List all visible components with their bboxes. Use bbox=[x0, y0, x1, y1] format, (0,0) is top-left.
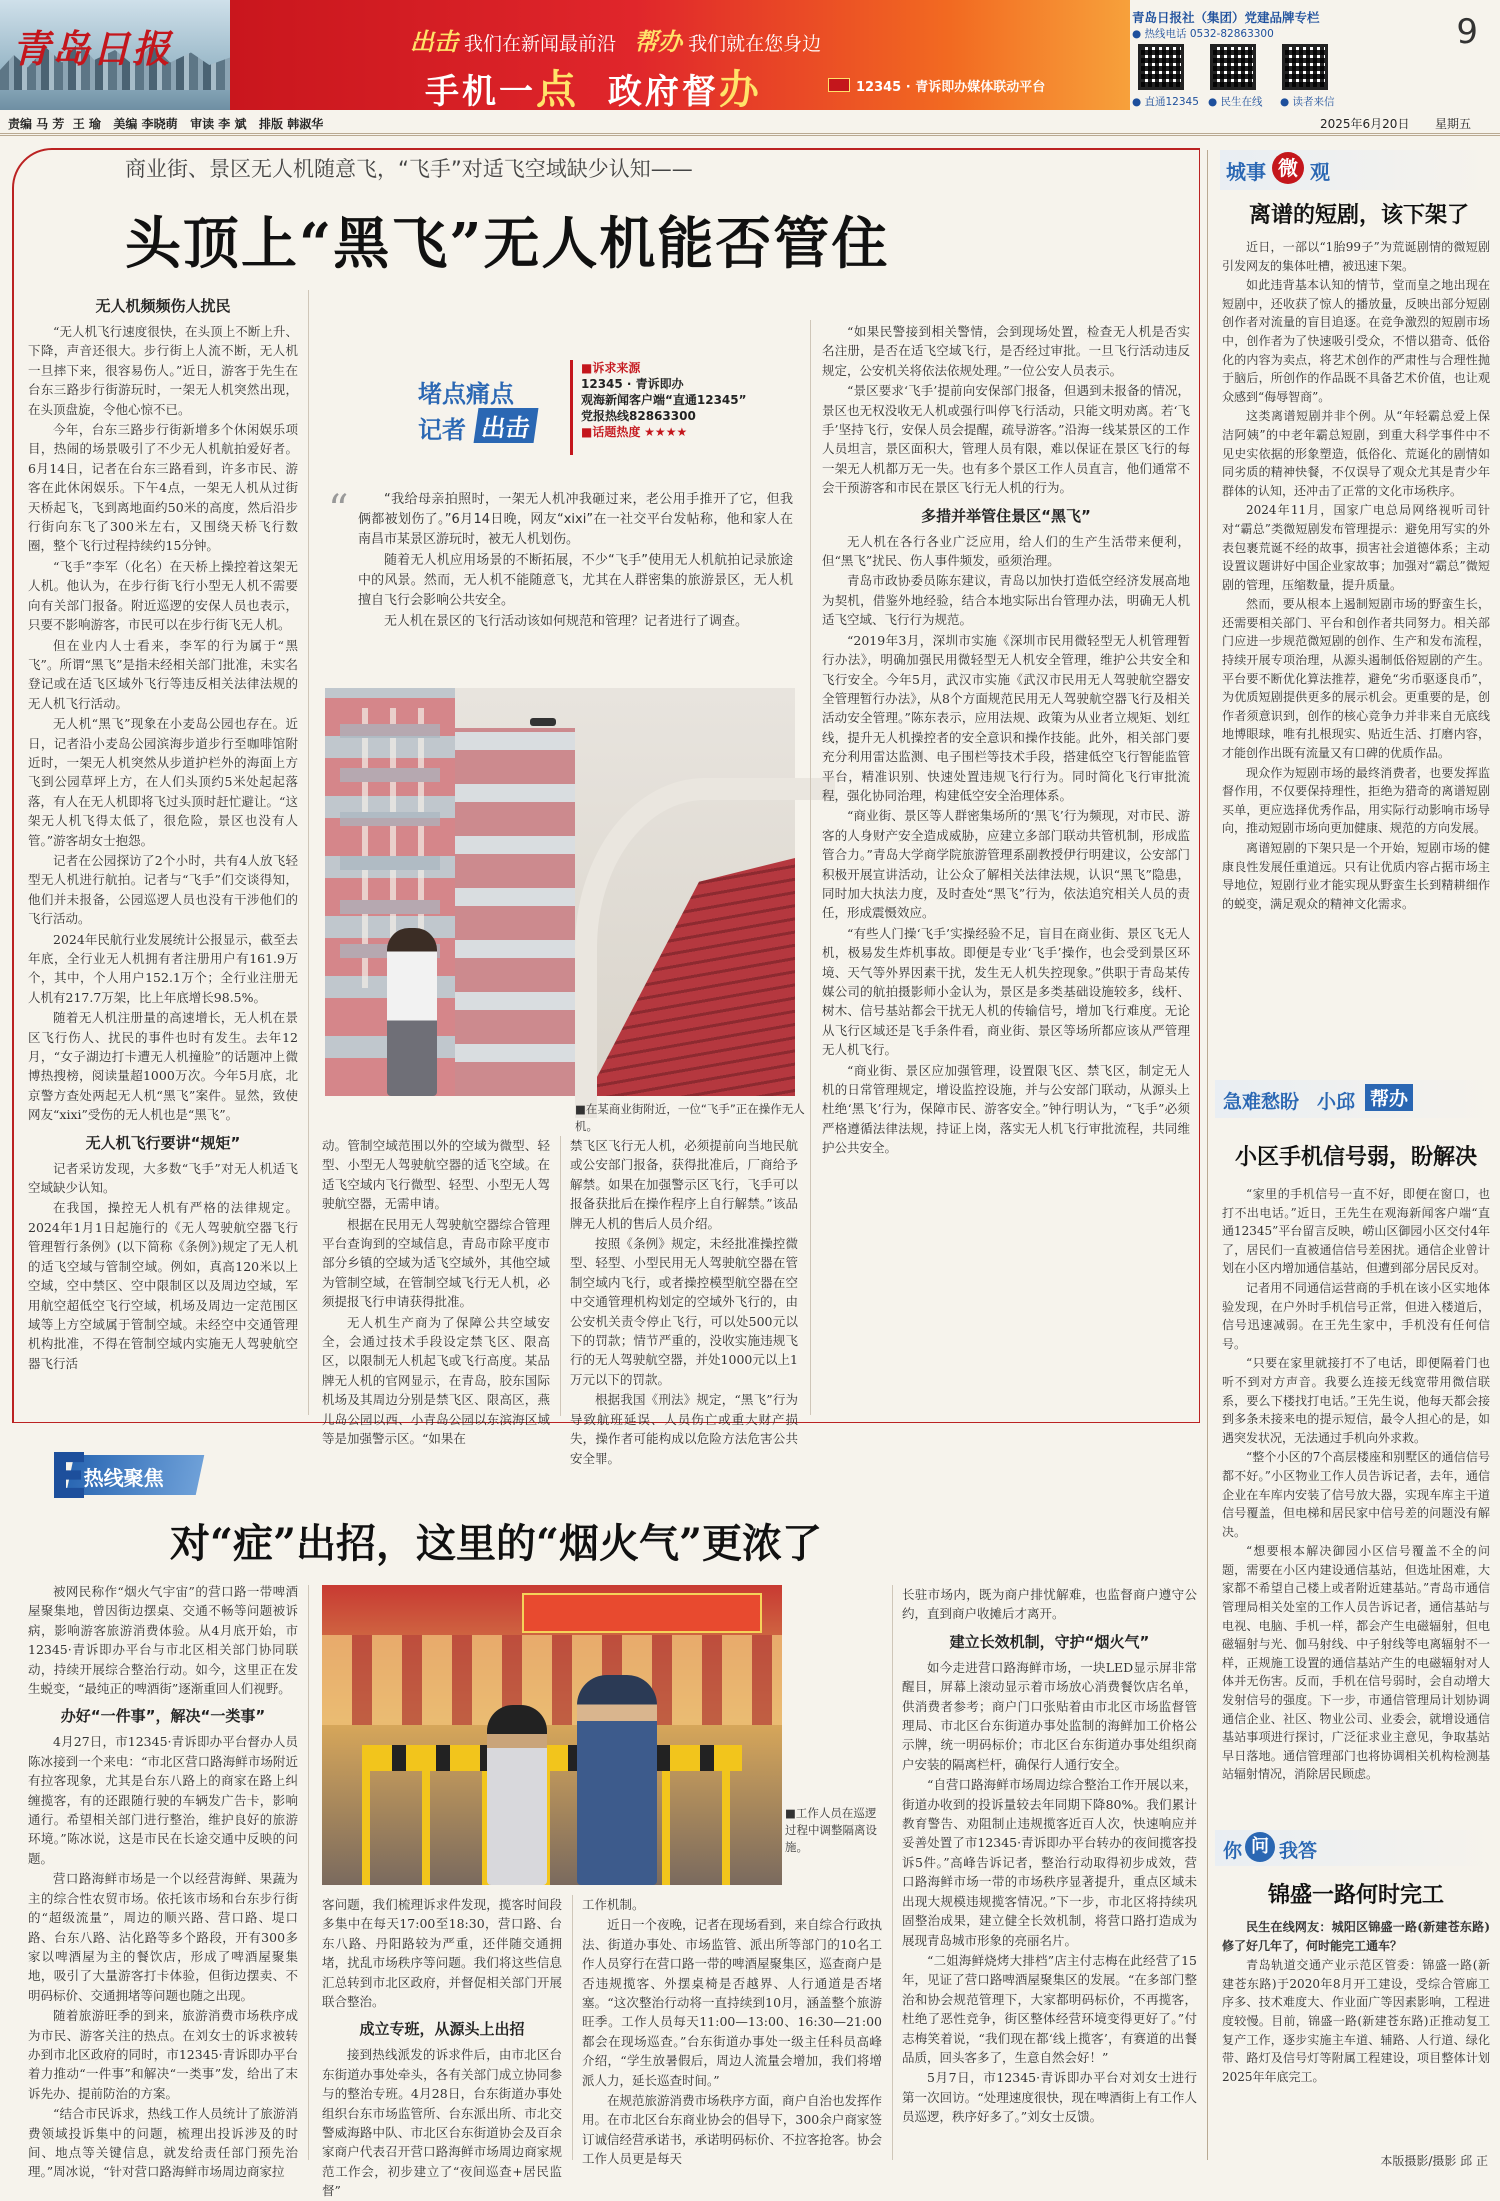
paragraph: “自营口路海鲜市场周边综合整治工作开展以来，街道办收到的投诉量较去年同期下降80%。我们累计教育警告、劝阻制止违规揽客近百人次，快速响应并妥善处置了市12345·青诉即办平台转办的夜间揽客投诉5件。”高峰告诉记者，整治行动取得初步成效，营口路海鲜市场一带的市场秩序显著提升，重点区域未出现大规模违规揽客情况。”下一步，市北区将持续巩固整治成果，建立健全长效机制，将营口路打造成为展现青岛城市形象的亮丽名片。 bbox=[902, 1777, 1197, 1948]
story1-headline: 头顶上“黑飞”无人机能否管住 bbox=[125, 211, 890, 277]
paragraph: 今年，台东三路步行街新增多个休闲娱乐项目，热闹的场景吸引了不少无人机航拍爱好者。6月14日，记者在台东三路看到，许多市民、游客在此休闲娱乐。下午4点，一架无人机从过街天桥起飞，飞到离地面约50米的高度，然后沿步行街向东飞了300米左右，又围绕天桥飞行数圈，整个飞行过程持续约15分钟。 bbox=[28, 422, 298, 554]
badge-text-jizhe: 记者 bbox=[418, 416, 466, 444]
section-label-chengshi: 城事 bbox=[1226, 160, 1266, 184]
story2-subhead-3: 建立长效机制，守护“烟火气” bbox=[949, 1632, 1150, 1651]
badge-text-chuji: 出击 bbox=[474, 408, 539, 443]
story2-column-3 bbox=[582, 1895, 883, 2167]
paragraph: 在我国，操控无人机有严格的法律规定。2024年1月1日起施行的《无人驾驶航空器飞行管理暂行条例》(以下简称《条例》)规定了无人机的适飞空域与管制空域。例如，真高120米以上空域，空中禁区、空中限制区以及周边空域，军用航空超低空飞行空域，机场及周边一定范围区域等上方空域属于管制空域。未经空中交通管理机构批准，不得在管制空域内实施无人驾驶航空器飞行活 bbox=[28, 1200, 298, 1371]
section-label-bangban: 帮办 bbox=[1365, 1084, 1413, 1111]
flag-icon bbox=[828, 78, 850, 92]
sidebar-title-1: 离谱的短剧，该下架了 bbox=[1248, 203, 1469, 228]
paragraph: 随着旅游旺季的到来，旅游消费市场秩序成为市民、游客关注的热点。在刘女士的诉求被转办到市北区政府的同时，市12345·青诉即办平台着力推动“一件事”和解决“一类事”发，给出了末诉先办、提前防治的方案。 bbox=[28, 2008, 298, 2101]
paragraph: 禁飞区飞行无人机，必须提前向当地民航或公安部门报备，获得批准后，厂商给予解禁。如果在加强警示区飞行，飞手可以报备获批后在操作程序上自行解禁。”该品牌无人机的售后人员介绍。 bbox=[570, 1138, 798, 1231]
paragraph: 4月27日，市12345·青诉即办平台督办人员陈冰接到一个来电：“市北区营口路海鲜市场附近有拉客现象，尤其是台东八路上的商家在路上纠缠揽客，有的还跟随行驶的车辆发广告卡，影响通行。希望相关部门进行整治，维护良好的旅游环境。”陈冰说，这是市民在长途交通中反映的问题。 bbox=[28, 1734, 298, 1866]
question-paragraph: 民生在线网友：城阳区锦盛一路(新建苍东路)修了好几年了，何时能完工通车？ bbox=[1222, 1920, 1490, 1953]
paragraph: 营口路海鲜市场是一个以经营海鲜、果蔬为主的综合性农贸市场。依托该市场和台东步行街的“超级流量”，周边的顺兴路、营口路、堤口路、台东八路、沾化路等多个路段，开有300多家以啤酒屋为主的餐饮店，形成了啤酒屋聚集地，吸引了大量游客打卡体验，但街边摆卖、不明码标价、交通拥堵等问题也随之出现。 bbox=[28, 1871, 298, 2003]
paragraph: 这类离谱短剧并非个例。从“年轻霸总爱上保洁阿姨”的中老年霸总短剧，到重大科学事件中不见史实依据的形象塑造，低俗化、荒诞化的剧情如同劣质的精神快餐，不仅误导了观众尤其是青少年群体的认知，还冲击了正常的文化市场秩序。 bbox=[1222, 409, 1490, 498]
qr-code-zhitong bbox=[1138, 44, 1184, 90]
paragraph: “有些人门操‘飞手’实操经验不足，盲目在商业街、景区飞无人机，极易发生炸机事故。即便是专业‘飞手’操作，也会受到景区环境、天气等外界因素干扰，发生无人机失控现象。”供职于青岛某传媒公司的航拍摄影师小金认为，景区是多类基础设施较多，线杆、树木、信号基站都会干扰无人机的传输信号，增加飞行难度。无论从飞行区域还是飞手条件看，商业街、景区等场所都应该从严管理无人机飞行。 bbox=[822, 925, 1190, 1058]
hotline-text: ● 热线电话 0532-82863300 bbox=[1132, 28, 1274, 40]
paragraph: “只要在家里就接打不了电话，即便隔着门也听不到对方声音。我要么连接无线宽带用微信联系，要么下楼找打电话。”王先生说，他每天都会接到多条未接来电的提示短信，最令人担心的是，如遇突发状况，无法通过手机向外求救。 bbox=[1222, 1356, 1490, 1445]
paragraph: “商业街、景区应加强管理，设置限飞区、禁飞区，制定无人机的日常管理规定，增设监控设施，并与公安部门联动，从源头上杜绝‘黑飞’行为，保障市民、游客安全。”钟行明认为，“飞手”必须严格遵循法律法规，持证上岗，落实无人机飞行审批流程，共同维护公共安全。 bbox=[822, 1062, 1190, 1156]
paragraph: “结合市民诉求，热线工作人员统计了旅游消费领域投诉集中的问题，梳理出投诉涉及的时间、地点等关键信息，就发给责任部门预先治理。”周冰说，“针对营口路海鲜市场周边商家拉 bbox=[28, 2106, 298, 2180]
drone-icon bbox=[530, 718, 556, 726]
paragraph: 如此违背基本认知的情节，堂而皇之地出现在短剧中，还收获了惊人的播放量，反映出部分短剧创作者对流量的盲目追逐。在竞争激烈的短剧市场中，创作者为了快速吸引受众，不惜以猎奇、低俗化的内容为卖点，将艺术创作的严肃性与合理性抛于脑后，所创作的作品既不具备艺术价值，也让观众感到“侮辱智商”。 bbox=[1222, 278, 1490, 404]
paragraph: “飞手”李军（化名）在天桥上操控着这架无人机。他认为，在步行街飞行小型无人机不需要向有关部门报备。附近巡逻的安保人员也表示，只要不影响游客，市民可以在步行街飞无人机。 bbox=[28, 558, 298, 633]
paragraph: 长驻市场内，既为商户排忧解难，也监督商户遵守公约，直到商户收摊后才离开。 bbox=[902, 1587, 1197, 1622]
heat-stars: ★★★★ bbox=[644, 425, 688, 439]
story2-subhead-1: 办好“一件事”，解决“一类事” bbox=[60, 1707, 266, 1726]
person-silhouette bbox=[387, 928, 437, 1096]
intro-paragraph: “我给母亲拍照时，一架无人机冲我砸过来，老公用手推开了它，但我俩都被划伤了。”6月14日晚，网友“xixi”在一社交平台发帖称，他和家人在南昌市某景区游玩时，被无人机划伤。 bbox=[358, 492, 793, 547]
banner-gov: 政府督 bbox=[607, 72, 719, 112]
paragraph: 按照《条例》规定，未经批准操控微型、轻型、小型民用无人驾驶航空器在管制空域内飞行，或者操控模型航空器在空中交通管理机构划定的空域外飞行的，由公安机关责令停止飞行，可以处500元以下的罚款；情节严重的，没收实施违规飞行的无人驾驶航空器，并处1000元以上1万元以下的罚款。 bbox=[570, 1236, 798, 1387]
drone-operator-photo bbox=[325, 688, 795, 1096]
paragraph: 离谱短剧的下架只是一个开始，短剧市场的健康良性发展任重道远。只有让优质内容占据市场主导地位，短剧行业才能实现从野蛮生长到精耕细作的蜕变，满足观众的精神文化需求。 bbox=[1222, 841, 1490, 911]
issue-date: 2025年6月20日 bbox=[1320, 117, 1410, 131]
section-tag-rexian bbox=[66, 1455, 205, 1495]
paragraph: “无人机飞行速度很快，在头顶上不断上升、下降，声音还很大。步行街上人流不断，无人机一旦摔下来，很容易伤人。”近日，游客于先生在台东三路步行街游玩时，一架无人机突然出现，在头顶盘旋，令他心惊不已。 bbox=[28, 324, 298, 417]
qr-code-minsheng bbox=[1210, 44, 1256, 90]
section-label-wei: 微 bbox=[1272, 152, 1304, 184]
paragraph: 无人机“黑飞”现象在小麦岛公园也存在。近日，记者沿小麦岛公园滨海步道步行至咖啡馆附近时，一架无人机突然从步道护栏外的海面上方飞到公园草坪上方，在人们头顶约5米处起起落落，有人在无人机即将飞过头顶时赶忙避让。“这架无人机飞得太低了，很危险，景区也没有人管。”游客胡女士抱怨。 bbox=[28, 716, 298, 848]
credits-bar bbox=[0, 112, 1500, 136]
banner-dot: 点 bbox=[536, 67, 579, 113]
source-line: 12345 · 青诉即办 bbox=[581, 377, 684, 391]
drone-photo-caption: ■在某商业街附近，一位“飞手”正在操作无人机。 bbox=[575, 1102, 805, 1133]
section-header-xiaoqiu bbox=[1215, 1080, 1495, 1118]
paragraph: 如今走进营口路海鲜市场，一块LED显示屏非常醒目，屏幕上滚动显示着市场放心消费餐饮店名单，供消费者参考；商户门口张贴着由市北区市场监督管理局、市北区台东街道办事处监制的海鲜加工价格公示牌，统一明码标价；市北区台东街道办事处组织商户安装的隔离栏杆，确保行人通行安全。 bbox=[902, 1659, 1197, 1772]
paragraph: 青岛市政协委员陈东建议，青岛以加快打造低空经济发展高地为契机，借鉴外地经验，结合本地实际出台管理办法，明确无人机适飞空域、飞行行为规范。 bbox=[822, 573, 1190, 628]
masthead-logo-block bbox=[0, 0, 230, 110]
story1-column-3 bbox=[570, 1136, 798, 1466]
paragraph: 动。管制空域范围以外的空域为微型、轻型、小型无人驾驶航空器的适飞空域。在适飞空域内飞行微型、轻型、小型无人驾驶航空器，无需申请。 bbox=[322, 1138, 550, 1212]
market-patrol-photo bbox=[322, 1585, 782, 1885]
paragraph: 记者在公园探访了2个小时，共有4人放飞轻型无人机进行航拍。记者与“飞手”们交谈得知，他们并未报备，公园巡逻人员也没有干涉他们的飞行活动。 bbox=[28, 852, 298, 927]
column-divider bbox=[572, 1895, 573, 2160]
column-divider bbox=[892, 1585, 893, 2160]
masthead bbox=[0, 0, 1500, 113]
source-box bbox=[570, 360, 760, 455]
paragraph: 记者用不同通信运营商的手机在该小区实地体验发现，在户外时手机信号正常，但进入楼道后，信号迅速减弱。在王先生家中，手机没有任何信号。 bbox=[1222, 1280, 1490, 1351]
paragraph: 工作机制。 bbox=[582, 1897, 645, 1912]
shop-interior bbox=[322, 1635, 782, 1725]
column-divider bbox=[308, 290, 309, 1415]
story1-subhead-3: 多措并举管住景区“黑飞” bbox=[921, 506, 1091, 525]
banner-word-chuji: 出击 bbox=[410, 28, 458, 56]
story2-headline: 对“症”出招，这里的“烟火气”更浓了 bbox=[170, 1520, 823, 1567]
paragraph: 被网民称作“烟火气宇宙”的营口路一带啤酒屋聚集地，曾因街边摆桌、交通不畅等问题被诉病，影响游客旅游消费体验。从4月底开始，市12345·青诉即办平台与市北区相关部门协同联动，持续开展综合整治行动。如今，这里正在发生蜕变，“最纯正的啤酒街”逐渐重回人们视野。 bbox=[28, 1584, 298, 1697]
sidebar-article-1 bbox=[1222, 238, 1490, 1058]
paragraph: 记者采访发现，大多数“飞手”对无人机适飞空域缺少认知。 bbox=[28, 1160, 298, 1196]
footer-credit: 本版摄影/摄影 邱 正 bbox=[1380, 2154, 1488, 2168]
story1-column-2 bbox=[322, 1136, 550, 1447]
section-tag-label: 热线聚焦 bbox=[83, 1466, 164, 1490]
paragraph: “如果民警接到相关警情，会到现场处置，检查无人机是否实名注册，是否在适飞空域飞行，是否经过审批。一旦飞行活动违反规定，公安机关将依法依规处理。”一位公安人员表示。 bbox=[822, 324, 1190, 378]
sidebar-article-2 bbox=[1222, 1185, 1490, 1805]
paragraph: “家里的手机信号一直不好，即便在窗口，也打不出电话。”近日，王先生在观海新闻客户端“直通12345”平台留言反映，崂山区御园小区交付4年了，居民们一直被通信信号差困扰。通信企业曾计划在小区内增加通信基站，但遭到部分居民反对。 bbox=[1222, 1187, 1490, 1276]
badge-text-dudian: 堵点痛点 bbox=[418, 380, 514, 408]
section-label-xiaoqiu: 小邱 bbox=[1317, 1091, 1356, 1113]
source-label: ■诉求来源 bbox=[581, 361, 641, 375]
section-label-woda: 我答 bbox=[1279, 1840, 1318, 1862]
paragraph: 无人机在各行各业广泛应用，给人们的生产生活带来便利，但“黑飞”扰民、伤人事件频发，亟须治理。 bbox=[822, 533, 1190, 569]
banner-slogan-2: 我们就在您身边 bbox=[688, 33, 822, 55]
column-brand-title: 青岛日报社（集团）党建品牌专栏 bbox=[1132, 10, 1320, 25]
column-divider bbox=[308, 1585, 309, 2160]
column-divider bbox=[560, 1136, 561, 1416]
sidebar-divider bbox=[1207, 150, 1208, 2160]
masthead-right bbox=[1130, 0, 1500, 110]
source-line: 观海新闻客户端“直通12345” bbox=[581, 393, 747, 407]
paragraph: 近日一个夜晚，记者在现场看到，来自综合行政执法、街道办事处、市场监管、派出所等部门的10名工作人员穿行在营口路一带的啤酒屋聚集区，巡查商户是否违规揽客、外摆桌椅是否越界、人行通道是否堵塞。“这次整治行动将一直持续到10月，涵盖整个旅游旺季。工作人员每天11:00—13:00、16:30—21:00都会在现场巡查。”台东街道办事处一级主任科员高峰介绍，“学生放暑假后，周边人流量会增加，我们将增派人力，延长巡查时间。” bbox=[582, 1917, 883, 2088]
section-header-chengshi bbox=[1220, 150, 1490, 190]
paragraph: “景区要求‘飞手’提前向安保部门报备，但遇到未报备的情况，景区也无权没收无人机或强行叫停飞行活动，只能文明劝离。若‘飞手’坚持飞行，安保人员会提醒，疏导游客。”沿海一线某景区的工作人员坦言，景区面积大，管理人员有限，难以保证在景区飞行的每一架无人机都万无一失。也有多个景区工作人员直言，他们通常不会干预游客和市民在景区飞行无人机的行为。 bbox=[822, 383, 1190, 496]
column-divider bbox=[810, 320, 811, 1415]
paragraph: 然而，要从根本上遏制短剧市场的野蛮生长，还需要相关部门、平台和创作者共同努力。相关部门应进一步规范微短剧的创作、生产和发布流程，持续开展专项治理，从源头遏制低俗短剧的产生。平台要不断优化算法推荐，避免“劣币驱逐良币”，为优质短剧提供更多的展示机会。更重要的是，创作者须意识到，创作的核心竞争力并非来自无底线地博眼球，唯有扎根现实、贴近生活、打磨内容，才能创作出既有流量又有口碑的优质作品。 bbox=[1222, 597, 1490, 761]
story1-intro bbox=[358, 490, 793, 660]
qr-label-2: ● 民生在线 bbox=[1208, 96, 1263, 108]
shop-sign bbox=[522, 1593, 762, 1633]
paragraph: 现众作为短剧市场的最终消费者，也要发挥监督作用，不仅要保持理性，拒绝为猎奇的离谱短剧买单，更应选择优秀作品，用实际行动影响市场导向，推动短剧市场向更加健康、规范的方向发展。 bbox=[1222, 765, 1490, 836]
credits-editors: 责编 马 芳 王 瑜 美编 李晓萌 审读 李 斌 排版 韩淑华 bbox=[8, 117, 324, 131]
paragraph: “2019年3月，深圳市实施《深圳市民用微轻型无人机管理暂行办法》，明确加强民用微轻型无人机安全管理，维护公共安全和飞行安全。今年5月，武汉市实施《武汉市民用无人驾驶航空器安全管理暂行办法》，从8个方面规范民用无人驾驶航空器飞行及相关活动安全管理。”陈东表示，应用法规、政策为从业者立规矩、划红线，提升无人机操控者的安全意识和操作技能。此外，相关部门要充分利用雷达监测、电子围栏等技术手段，搭建低空飞行智能监管平台，精准识别、快速处置违规飞行行为。同时简化飞行审批流程，强化协同治理，构建低空安全治理体系。 bbox=[822, 632, 1190, 803]
barrier-legs bbox=[362, 1771, 742, 1885]
page-number: 9 bbox=[1456, 12, 1478, 52]
qr-code-duzhe bbox=[1282, 44, 1328, 90]
paragraph: 客问题，我们梳理诉求件发现，揽客时间段多集中在每天17:00至18:30，营口路、台东八路、丹阳路较为严重，还伴随交通拥堵，扰乱市场秩序等问题。我们将这些信息汇总转到市北区政府，并督促相关部门开展联合整治。 bbox=[322, 1897, 562, 2010]
intro-paragraph: 无人机在景区的飞行活动该如何规范和管理？记者进行了调查。 bbox=[384, 614, 749, 629]
story2-column-2 bbox=[322, 1895, 562, 2199]
paragraph: 2024年民航行业发展统计公报显示，截至去年底，全行业无人机拥有者注册用户有161.9万个，其中，个人用户152.1万个；全行业注册无人机有217.7万架，比上年底增长98.5%。 bbox=[28, 931, 298, 1005]
section-header-niwen bbox=[1215, 1830, 1495, 1866]
banner-slogan-1: 我们在新闻最前沿 bbox=[464, 33, 617, 55]
story1-column-4 bbox=[822, 322, 1190, 1420]
bridge-arc bbox=[575, 778, 835, 1118]
banner-ban: 办 bbox=[718, 67, 762, 113]
building-mid bbox=[455, 728, 575, 1096]
paragraph: 根据我国《刑法》规定，“黑飞”行为导致航班延误、人员伤亡或重大财产损失，操作者可能构成以危险方法危害公共安全罪。 bbox=[570, 1392, 798, 1466]
story1-kicker: 商业街、景区无人机随意飞，“飞手”对适飞空域缺少认知—— bbox=[125, 157, 693, 181]
banner-tag: 12345 · 青诉即办媒体联动平台 bbox=[856, 80, 1046, 95]
reporter-badge bbox=[400, 370, 570, 450]
market-photo-caption: ■工作人员在巡逻过程中调整隔离设施。 bbox=[785, 1806, 877, 1854]
sidebar-title-3: 锦盛一路何时完工 bbox=[1267, 1883, 1444, 1908]
paragraph: 但在业内人士看来，李军的行为属于“黑飞”。所谓“黑飞”是指未经相关部门批准，未实名登记或在适飞区域外飞行等违反相关法律法规的无人机飞行活动。 bbox=[28, 637, 298, 711]
story2-column-4 bbox=[902, 1585, 1197, 2163]
source-line: 党报热线82863300 bbox=[581, 409, 696, 423]
paragraph: “二姐海鲜烧烤大排档”店主付志梅在此经营了15年，见证了营口路啤酒屋聚集区的发展。“在多部门整治和协会规范管理下，大家都明码标价，不再揽客，杜绝了恶性竞争，街区整体经营环境变得更好了。”付志梅笑着说，“我们现在都‘线上揽客’，有赛道的出餐品质，回头客多了，生意自然会好！” bbox=[902, 1952, 1197, 2065]
paragraph: “商业街、景区等人群密集场所的‘黑飞’行为频现，对市民、游客的人身财产安全造成威胁，应建立多部门联动共管机制，形成监管合力。”青岛大学商学院旅游管理系副教授伊行明建议，公安部门积极开展宣讲活动，让公众了解相关法律法规，认识“黑飞”隐患，同时加大执法力度，及时查处“黑飞”行为，依法追究相关人员的责任，形成震慑效应。 bbox=[822, 808, 1190, 921]
heat-label: ■话题热度 bbox=[581, 425, 641, 439]
banner-phone: 手机一 bbox=[425, 72, 536, 112]
worker-silhouette bbox=[487, 1705, 547, 1885]
paragraph: 无人机生产商为了保障公共空域安全，会通过技术手段设定禁飞区、限高区，以限制无人机起飞或飞行高度。某品牌无人机的官网显示，在青岛，胶东国际机场及其周边分别是禁飞区、限高区，燕儿岛公园以西、小青岛公园以东滨海区域等是加强警示区。“如果在 bbox=[322, 1314, 550, 1447]
section-label-wen: 问 bbox=[1245, 1832, 1275, 1862]
issue-weekday: 星期五 bbox=[1435, 117, 1472, 131]
paragraph: “整个小区的7个高层楼座和别墅区的通信信号都不好。”小区物业工作人员告诉记者，去年，通信企业在车库内安装了信号放大器，实现车库主干道信号覆盖，但电梯和居民家中信号差的问题没有解决。 bbox=[1222, 1450, 1490, 1539]
barrier-rail bbox=[362, 1745, 742, 1771]
qr-label-3: ● 读者来信 bbox=[1280, 96, 1335, 108]
paragraph: 接到热线派发的诉求件后，由市北区台东街道办事处牵头，各有关部门成立协同参与的整治专班。4月28日，台东街道办事处组织台东市场监管所、台东派出所、市北交警威海路中队、市北区台东街道协会及百余家商户代表召开营口路海鲜市场周边商家规范工作会，初步建立了“夜间巡查+居民监督” bbox=[322, 2047, 562, 2199]
story1-column-1 bbox=[28, 288, 298, 1418]
story1-subhead-1: 无人机频频伤人扰民 bbox=[95, 297, 231, 315]
section-label-guan: 观 bbox=[1310, 160, 1330, 184]
sidebar-article-3 bbox=[1222, 1918, 1490, 2143]
intro-paragraph: 随着无人机应用场景的不断拓展，不少“飞手”使用无人机航拍记录旅途中的风景。然而，无人机不能随意飞，尤其在人群密集的旅游景区，无人机擅自飞行会影响公共安全。 bbox=[358, 553, 793, 608]
paragraph: 随着无人机注册量的高速增长，无人机在景区飞行伤人、扰民的事件也时有发生。去年12月，“女子湖边打卡遭无人机撞脸”的话题冲上微博热搜榜，阅读量超1000万次。今年5月底，北京警方查处两起无人机“黑飞”案件。显然，致使网友“xixi”受伤的无人机也是“黑飞”。 bbox=[28, 1010, 298, 1123]
section-label-ni: 你 bbox=[1223, 1840, 1243, 1862]
newspaper-logo: 青岛日报 bbox=[12, 26, 173, 71]
story1-subhead-2: 无人机飞行要讲“规矩” bbox=[85, 1133, 241, 1152]
paragraph: 近日，一部以“1胎99子”为荒诞剧情的微短剧引发网友的集体吐槽，被迅速下架。 bbox=[1222, 240, 1490, 273]
section-label-jinan: 急难愁盼 bbox=[1223, 1091, 1300, 1113]
section-tag-e-icon bbox=[54, 1452, 84, 1498]
paragraph: 在规范旅游消费市场秩序方面，商户自治也发挥作用。在市北区台东商业协会的倡导下，300余户商家签订诚信经营承诺书，承诺明码标价、不拉客抢客。协会工作人员更是每天 bbox=[582, 2093, 883, 2167]
story2-column-1 bbox=[28, 1582, 298, 2180]
paragraph: “想要根本解决御园小区信号覆盖不全的问题，需要在小区内建设通信基站，但选址困难，大家都不希望自己楼上或者附近建基站。”青岛市通信管理局相关处室的工作人员告诉记者，通信基站与电视、电脑、手机一样，都会产生电磁辐射，但电磁辐射与光、伽马射线、中子射线等电离辐射不一样，正规施工设置的通信基站产生的电磁辐射对人体并无伤害。反而，手机在信号弱时，会自动增大发射信号的强度。下一步，市通信管理局计划协调通信企业、社区、物业公司、业委会，就增设通信基站事项进行探讨，广泛征求业主意见，争取基站早日落地。通信管理部门也将协调相关机构检测基站辐射情况，消除居民顾虑。 bbox=[1222, 1544, 1490, 1782]
sidebar-title-2: 小区手机信号弱，盼解决 bbox=[1234, 1145, 1477, 1170]
intro-quote-mark: “ bbox=[328, 487, 349, 533]
story2-subhead-2: 成立专班，从源头上出招 bbox=[359, 2020, 525, 2039]
paragraph: 2024年11月，国家广电总局网络视听司针对“霸总”类微短剧发布管理提示：避免用写实的外表包裹荒诞不经的故事，损害社会道德体系；主动设置议题讲好中国企业家故事；加强对“霸总”微短剧的管理，压缩数量，提升质量。 bbox=[1222, 503, 1490, 592]
worker-silhouette bbox=[577, 1675, 657, 1885]
paragraph: 根据在民用无人驾驶航空器综合管理平台查询到的空域信息，青岛市除平度市部分乡镇的空域为适飞空域外，其他空域为管制空域，在管制空域飞行无人机，必须提报飞行申请获得批准。 bbox=[322, 1216, 550, 1310]
masthead-banner bbox=[230, 0, 1130, 113]
banner-word-bangban: 帮办 bbox=[634, 28, 683, 56]
qr-label-1: ● 直通12345 bbox=[1132, 96, 1199, 108]
paragraph: 5月7日，市12345·青诉即办平台对刘女士进行第一次回访。“处理速度很快，现在啤酒街上有工作人员巡逻，秩序好多了。”刘女士反馈。 bbox=[902, 2070, 1197, 2125]
answer-paragraph: 青岛轨道交通产业示范区管委：锦盛一路(新建苍东路)于2020年8月开工建设，受综合管廊工序多、技术难度大、作业面广等因素影响，工程进度较慢。目前，锦盛一路(新建苍东路)正推动复工复产工作，逐步实施主车道、辅路、人行道、绿化带、路灯及信号灯等附属工程建设，项目整体计划2025年年底完工。 bbox=[1222, 1958, 1490, 2084]
